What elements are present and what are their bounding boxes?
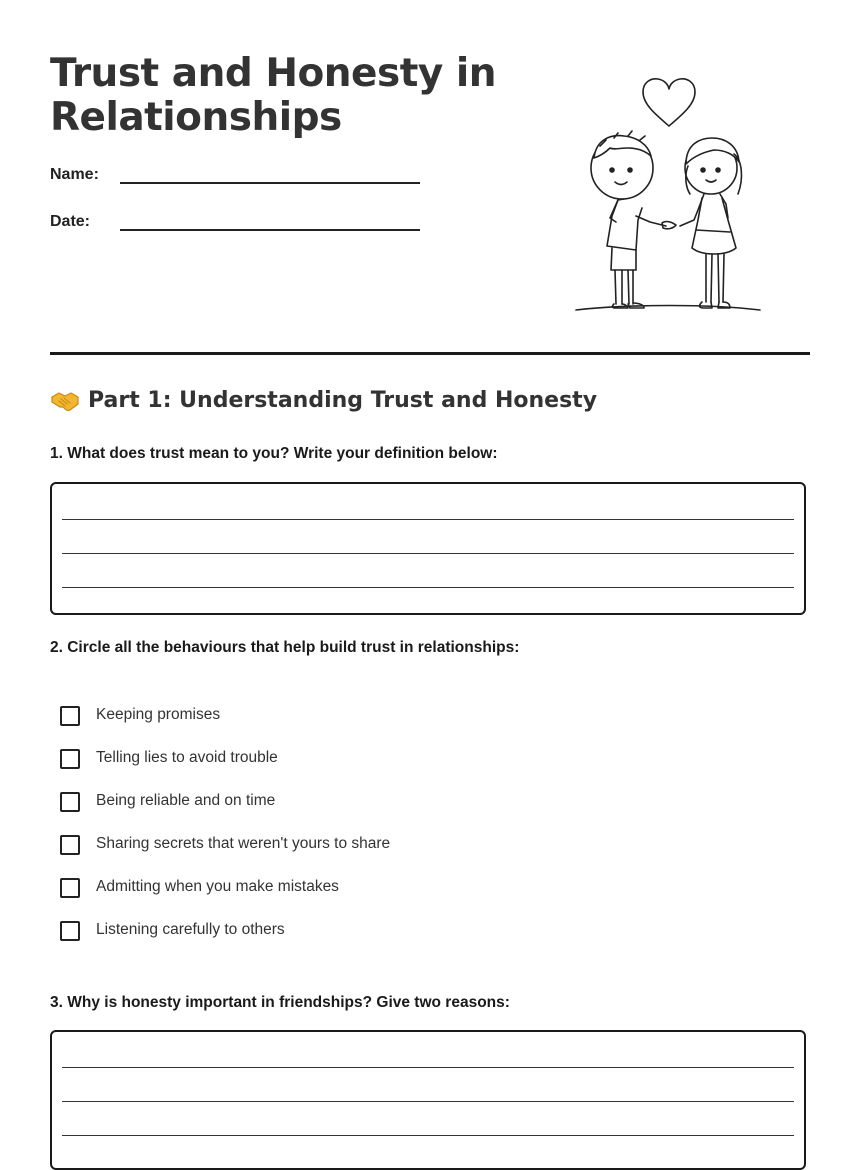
answer-line[interactable] bbox=[62, 1067, 794, 1068]
name-write-line[interactable] bbox=[120, 182, 420, 184]
checklist-item-label: Sharing secrets that weren't yours to share bbox=[96, 835, 391, 852]
name-field[interactable] bbox=[50, 166, 430, 196]
behaviour-checklist bbox=[60, 704, 390, 962]
answer-box-1[interactable] bbox=[50, 482, 806, 615]
answer-line[interactable] bbox=[62, 553, 794, 554]
date-write-line[interactable] bbox=[120, 229, 420, 231]
worksheet-header bbox=[50, 0, 810, 355]
checklist-item[interactable] bbox=[60, 747, 390, 790]
checklist-item-label: Telling lies to avoid trouble bbox=[96, 749, 278, 766]
heart-icon bbox=[643, 79, 695, 126]
checklist-item[interactable] bbox=[60, 919, 390, 962]
handshake-icon bbox=[50, 389, 80, 413]
checklist-item-label: Being reliable and on time bbox=[96, 792, 276, 809]
checklist-item[interactable] bbox=[60, 704, 390, 747]
answer-box-3[interactable] bbox=[50, 1030, 806, 1170]
checklist-item[interactable] bbox=[60, 876, 390, 919]
answer-line[interactable] bbox=[62, 1135, 794, 1136]
couple-holding-hands-illustration bbox=[570, 70, 770, 315]
checkbox[interactable] bbox=[60, 706, 80, 726]
part1-title: Part 1: Understanding Trust and Honesty bbox=[88, 388, 598, 413]
checkbox[interactable] bbox=[60, 878, 80, 898]
worksheet-page bbox=[50, 0, 810, 1011]
date-label: Date: bbox=[50, 213, 91, 230]
checkbox[interactable] bbox=[60, 835, 80, 855]
checkbox[interactable] bbox=[60, 749, 80, 769]
answer-line[interactable] bbox=[62, 519, 794, 520]
checklist-item-label: Listening carefully to others bbox=[96, 921, 285, 938]
question-1: 1. What does trust mean to you? Write your definition below: bbox=[50, 445, 498, 462]
answer-line[interactable] bbox=[62, 587, 794, 588]
name-label: Name: bbox=[50, 166, 99, 183]
checklist-item-label: Keeping promises bbox=[96, 706, 221, 723]
checklist-item[interactable] bbox=[60, 833, 390, 876]
checklist-item[interactable] bbox=[60, 790, 390, 833]
question-3: 3. Why is honesty important in friendships? Give two reasons: bbox=[50, 994, 510, 1011]
question-2: 2. Circle all the behaviours that help build trust in relationships: bbox=[50, 639, 520, 656]
worksheet-title: Trust and Honesty in Relationships bbox=[50, 51, 496, 140]
date-field[interactable] bbox=[50, 213, 430, 243]
answer-line[interactable] bbox=[62, 1101, 794, 1102]
checkbox[interactable] bbox=[60, 792, 80, 812]
part1-heading bbox=[50, 388, 597, 413]
checklist-item-label: Admitting when you make mistakes bbox=[96, 878, 339, 895]
checkbox[interactable] bbox=[60, 921, 80, 941]
